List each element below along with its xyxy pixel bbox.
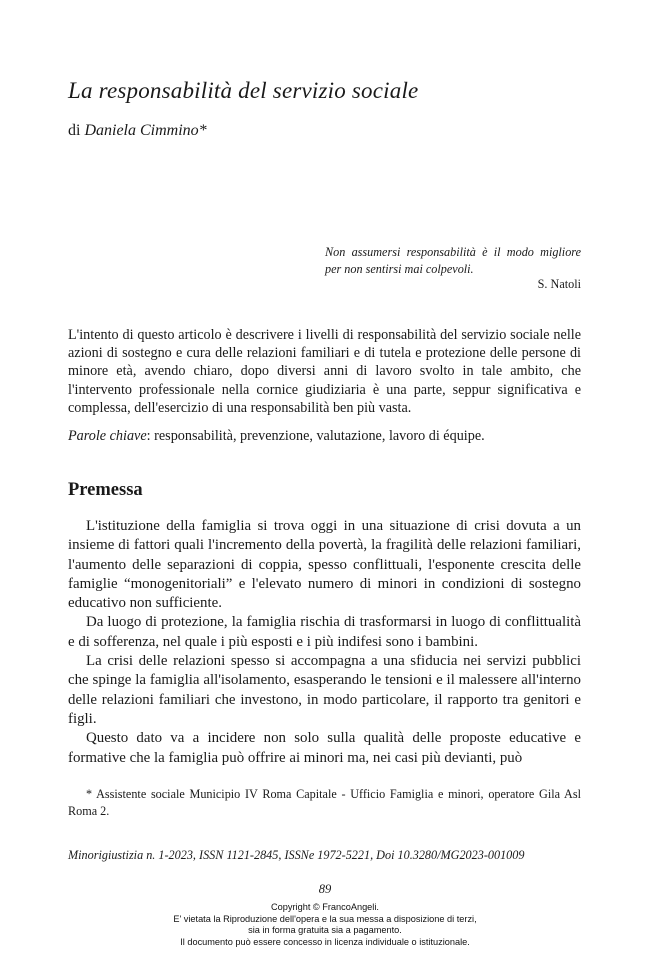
page-number: 89: [318, 882, 332, 896]
body-paragraph: L'istituzione della famiglia si trova oggi in una situazione di crisi dovuta a un insieme di fattori quali l'incremento della povertà, la fragilità delle relazioni familiari, l'aumento delle separazioni di coppia, spesso conflittuali, l'esponente crescita delle famiglie “monogenitoriali” e l'elevato numero di minori in condizioni di sostegno educativo non sufficiente.: [68, 518, 581, 612]
copyright-notice: [0, 902, 650, 949]
epigraph-author: S. Natoli: [537, 277, 581, 291]
keywords: [68, 427, 581, 445]
article-title: La responsabilità del servizio sociale: [68, 78, 419, 103]
article-author: [68, 122, 207, 140]
author-prefix: di: [68, 122, 81, 139]
footnote: * Assistente sociale Municipio IV Roma Capitale - Ufficio Famiglia e minori, operatore Gila Asl Roma 2.: [68, 787, 581, 818]
abstract: L'intento di questo articolo è descrivere i livelli di responsabilità del servizio sociale nelle azioni di sostegno e cura delle relazioni familiari e di tutela e protezione delle persone di minore età, avendo chiaro, dopo diversi anni di lavoro svolto in tale ambito, che l'intervento professionale nella cornice giudiziaria è una parte, seppur significativa e complessa, dell'esercizio di una responsabilità ben più vasta.: [68, 327, 581, 416]
keywords-label: Parole chiave: [68, 428, 147, 444]
copyright-line: Copyright © FrancoAngeli.: [271, 902, 379, 912]
body-paragraph: La crisi delle relazioni spesso si accompagna a una sfiducia nei servizi pubblici che spinge la famiglia all'isolamento, esasperando le tensioni e il malessere all'interno delle relazioni familiari che investono, in modo particolare, il rapporto tra genitori e figli.: [68, 653, 581, 727]
copyright-line: sia in forma gratuita sia a pagamento.: [248, 925, 402, 936]
body-paragraph: Da luogo di protezione, la famiglia rischia di trasformarsi in luogo di conflittualità e di sofferenza, nel quale i più esposti e i più indifesi sono i bambini.: [68, 614, 581, 650]
author-name: Daniela Cimmino*: [84, 122, 207, 139]
section-body: [68, 517, 581, 768]
section-title: Premessa: [68, 480, 143, 500]
keywords-text: : responsabilità, prevenzione, valutazione, lavoro di équipe.: [146, 428, 485, 444]
copyright-line: Il documento può essere concesso in licenza individuale o istituzionale.: [180, 937, 470, 948]
epigraph-quote: Non assumersi responsabilità è il modo migliore per non sentirsi mai colpevoli.: [325, 245, 581, 276]
body-paragraph: Questo dato va a incidere non solo sulla qualità delle proposte educative e formative che la famiglia può offrire ai minori ma, nei casi più devianti, può: [68, 730, 581, 766]
journal-citation: Minorigiustizia n. 1-2023, ISSN 1121-2845, ISSNe 1972-5221, Doi 10.3280/MG2023-001009: [68, 848, 525, 862]
copyright-line: E' vietata la Riproduzione dell'opera e la sua messa a disposizione di terzi,: [173, 913, 477, 924]
